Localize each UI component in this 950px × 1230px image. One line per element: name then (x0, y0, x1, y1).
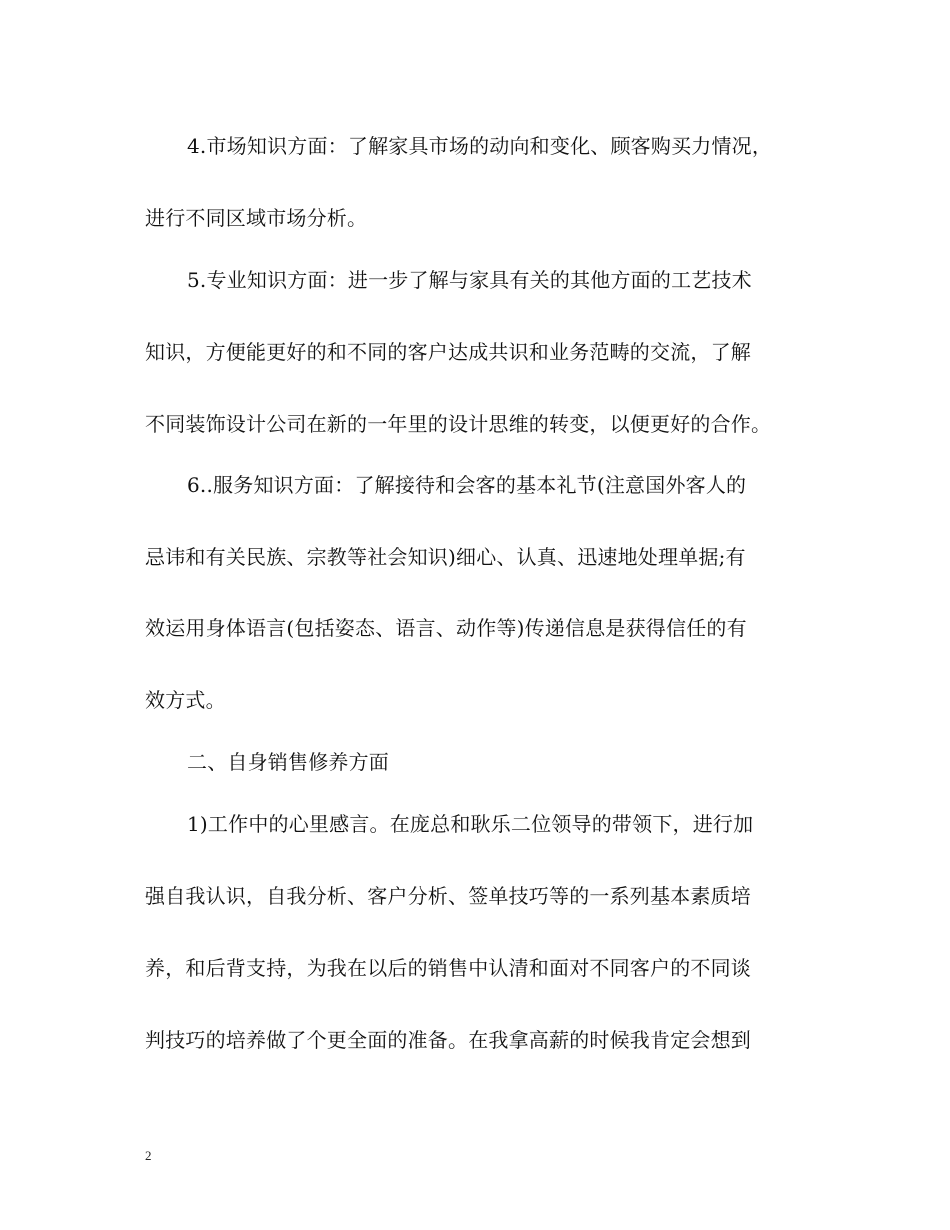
text-line: 进行不同区域市场分析。 (145, 206, 368, 230)
text-line: 效运用身体语言(包括姿态、语言、动作等)传递信息是获得信任的有 (145, 616, 747, 640)
text-line: 知识，方便能更好的和不同的客户达成共识和业务范畴的交流，了解 (145, 340, 751, 364)
text-line: 忌讳和有关民族、宗教等社会知识)细心、认真、迅速地处理单据;有 (145, 545, 746, 569)
text-line: 5.专业知识方面：进一步了解与家具有关的其他方面的工艺技术 (187, 268, 752, 292)
text-line: 效方式。 (145, 688, 226, 712)
text-line: 不同装饰设计公司在新的一年里的设计思维的转变，以便更好的合作。 (145, 412, 772, 436)
text-line: 1)工作中的心里感言。在庞总和耿乐二位领导的带领下，进行加 (187, 812, 754, 836)
text-line: 养，和后背支持，为我在以后的销售中认清和面对不同客户的不同谈 (145, 956, 751, 980)
page-number: 2 (145, 1148, 152, 1163)
section-heading: 二、自身销售修养方面 (187, 750, 389, 774)
text-line: 6..服务知识方面：了解接待和会客的基本礼节(注意国外客人的 (187, 473, 747, 497)
text-line: 强自我认识，自我分析、客户分析、签单技巧等的一系列基本素质培 (145, 884, 751, 908)
text-line: 判技巧的培养做了个更全面的准备。在我拿高薪的时候我肯定会想到 (145, 1028, 751, 1052)
text-line: 4.市场知识方面：了解家具市场的动向和变化、顾客购买力情况， (187, 134, 773, 158)
